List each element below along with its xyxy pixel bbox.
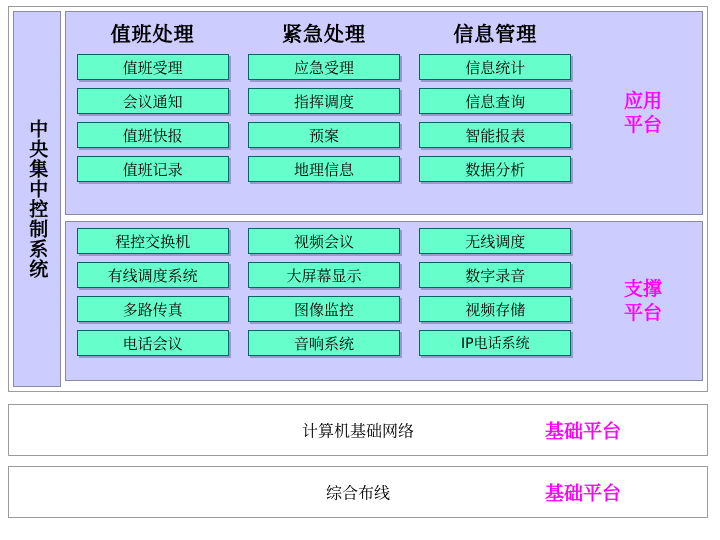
cell-emergency-acceptance[interactable]: 应急受理 <box>248 54 400 80</box>
cell-video-conference[interactable]: 视频会议 <box>248 228 400 254</box>
column-duty-handling <box>74 18 231 210</box>
main-architecture-frame <box>8 6 708 392</box>
support-platform-label-line2: 平台 <box>623 302 662 324</box>
application-platform-side-label <box>588 18 698 210</box>
cell-duty-record[interactable]: 值班记录 <box>77 156 229 182</box>
column-wireless-recording-systems <box>417 228 574 376</box>
cell-digital-recording[interactable]: 数字录音 <box>419 262 571 288</box>
application-platform-columns <box>66 12 702 214</box>
cell-contingency-plan[interactable]: 预案 <box>248 122 400 148</box>
support-platform-side-label <box>588 228 698 376</box>
cell-video-storage[interactable]: 视频存储 <box>419 296 571 322</box>
cell-wired-dispatch-system[interactable]: 有线调度系统 <box>77 262 229 288</box>
integrated-cabling-bar <box>8 466 708 518</box>
support-platform-panel <box>65 221 703 381</box>
computer-network-label: 计算机基础网络 <box>301 421 414 441</box>
cell-telephone-conference[interactable]: 电话会议 <box>77 330 229 356</box>
cell-wireless-dispatch[interactable]: 无线调度 <box>419 228 571 254</box>
cell-program-controlled-switch[interactable]: 程控交换机 <box>77 228 229 254</box>
support-platform-label-line1: 支撑 <box>623 278 662 301</box>
integrated-cabling-label: 综合布线 <box>325 483 390 503</box>
cell-large-screen-display[interactable]: 大屏幕显示 <box>248 262 400 288</box>
cell-command-dispatch[interactable]: 指挥调度 <box>248 88 400 114</box>
cell-audio-system[interactable]: 音响系统 <box>248 330 400 356</box>
column-switching-systems <box>74 228 231 376</box>
column-title-information-management: 信息管理 <box>453 22 538 46</box>
computer-network-bar <box>8 404 708 456</box>
cell-multiline-fax[interactable]: 多路传真 <box>77 296 229 322</box>
column-emergency-handling <box>245 18 402 210</box>
infrastructure-platform-label-1: 基础平台 <box>544 420 621 443</box>
application-platform-panel <box>65 11 703 215</box>
cell-duty-bulletin[interactable]: 值班快报 <box>77 122 229 148</box>
central-control-system-column <box>13 11 61 387</box>
application-platform-label-line2: 平台 <box>623 114 662 136</box>
cell-information-statistics[interactable]: 信息统计 <box>419 54 571 80</box>
platform-stack <box>61 7 707 391</box>
cell-meeting-notice[interactable]: 会议通知 <box>77 88 229 114</box>
cell-ip-telephone-system[interactable]: IP电话系统 <box>419 330 571 356</box>
column-title-duty-handling: 值班处理 <box>110 22 195 46</box>
column-video-systems <box>245 228 402 376</box>
cell-duty-acceptance[interactable]: 值班受理 <box>77 54 229 80</box>
cell-smart-report[interactable]: 智能报表 <box>419 122 571 148</box>
cell-image-monitoring[interactable]: 图像监控 <box>248 296 400 322</box>
support-platform-columns <box>66 222 702 380</box>
column-title-emergency-handling: 紧急处理 <box>281 22 366 46</box>
column-information-management <box>417 18 574 210</box>
cell-data-analysis[interactable]: 数据分析 <box>419 156 571 182</box>
application-platform-label-line1: 应用 <box>623 90 662 113</box>
cell-information-query[interactable]: 信息查询 <box>419 88 571 114</box>
infrastructure-platform-label-2: 基础平台 <box>544 482 621 505</box>
central-control-system-label: 中央集中控制系统 <box>26 119 49 279</box>
cell-geographic-information[interactable]: 地理信息 <box>248 156 400 182</box>
